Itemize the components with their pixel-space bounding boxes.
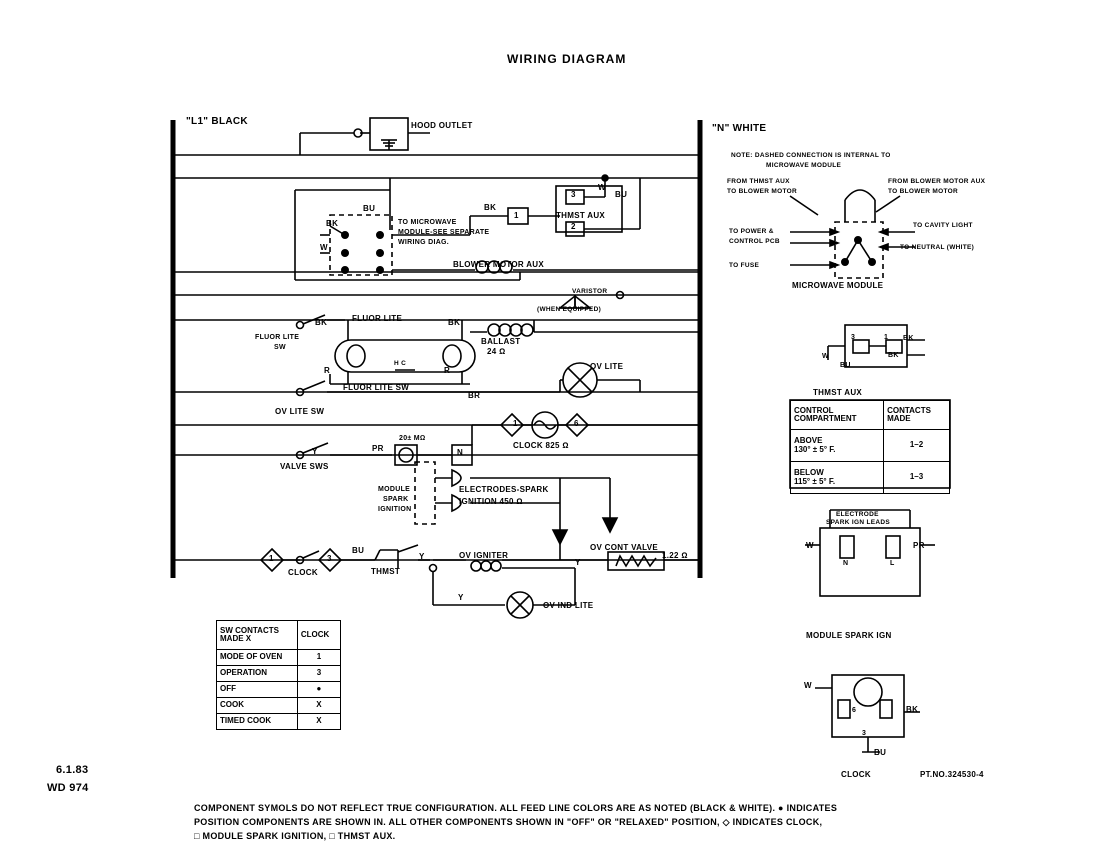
clock-box-bu: BU bbox=[874, 748, 887, 757]
ov-ind-lite-label: OV IND LITE bbox=[543, 601, 594, 610]
footer-date: 6.1.83 bbox=[56, 764, 89, 776]
wire-n-1: N bbox=[457, 448, 464, 457]
sw-r1c0: OPERATION bbox=[217, 666, 298, 682]
box-1-label: 1 bbox=[514, 211, 519, 220]
thmst-r1c0: BELOW 115° ± 5° F. bbox=[791, 462, 884, 494]
to-power-2: CONTROL PCB bbox=[729, 238, 780, 245]
clock-pin-3: 3 bbox=[862, 730, 867, 737]
sw-th-0: SW CONTACTS MADE X bbox=[217, 621, 298, 650]
clock-pin-6: 6 bbox=[852, 707, 857, 714]
sw-r3c0: COOK bbox=[217, 698, 298, 714]
sw-r4c0: TIMED COOK bbox=[217, 714, 298, 730]
thmst-r0c1: 1–2 bbox=[884, 430, 950, 462]
wire-bu-2: BU bbox=[615, 190, 628, 199]
module-spark-ign-label: MODULE SPARK IGN bbox=[806, 631, 892, 640]
clock-box-bk: BK bbox=[906, 705, 919, 714]
thmst-th-0: CONTROL COMPARTMENT bbox=[791, 401, 884, 430]
module-n: N bbox=[843, 560, 849, 567]
module-pr: PR bbox=[913, 541, 925, 550]
wire-r-1: R bbox=[324, 366, 331, 375]
wire-y-4: Y bbox=[458, 593, 464, 602]
to-microwave-line3: WIRING DIAG. bbox=[398, 239, 450, 246]
microwave-module-label: MICROWAVE MODULE bbox=[792, 281, 884, 290]
to-microwave-line1: TO MICROWAVE bbox=[398, 219, 457, 226]
clock-bottom-label: CLOCK bbox=[288, 568, 318, 577]
wire-y-3: Y bbox=[575, 558, 581, 567]
to-fuse: TO FUSE bbox=[729, 262, 760, 269]
ballast-value: 24 Ω bbox=[487, 347, 506, 356]
sw-r4c1: X bbox=[297, 714, 340, 730]
thmst-aux-box-label: THMST AUX bbox=[813, 388, 863, 397]
sw-r0c1: 1 bbox=[297, 650, 340, 666]
thmst-w: W bbox=[822, 353, 829, 360]
from-thmst-aux-2: TO BLOWER MOTOR bbox=[727, 188, 797, 195]
clock-diamond-1: 1 bbox=[513, 419, 518, 428]
wire-w-2: W bbox=[598, 183, 606, 192]
electrodes-spark-label: ELECTRODES-SPARK bbox=[459, 485, 549, 494]
hc-label: H C bbox=[394, 360, 407, 367]
footer-doc: WD 974 bbox=[47, 782, 89, 794]
thmst-r1c1: 1–3 bbox=[884, 462, 950, 494]
valve-resistance-label: 1.22 Ω bbox=[662, 551, 688, 560]
clock-825-label: CLOCK 825 Ω bbox=[513, 441, 569, 450]
clock-diamond-6: 6 bbox=[574, 419, 579, 428]
ov-igniter-label: OV IGNITER bbox=[459, 551, 509, 560]
rail-right-label: "N" WHITE bbox=[712, 123, 767, 134]
clock-box-w: W bbox=[804, 681, 812, 690]
thmst-th-1: CONTACTS MADE bbox=[884, 401, 950, 430]
clock-diamond-1b: 1 bbox=[269, 554, 274, 563]
wire-y-1: Y bbox=[312, 447, 318, 456]
part-number: PT.NO.324530-4 bbox=[920, 770, 984, 779]
sw-r2c0: OFF bbox=[217, 682, 298, 698]
clock-diamond-3: 3 bbox=[327, 554, 332, 563]
sw-r1c1: 3 bbox=[297, 666, 340, 682]
thmst-bk2: BK bbox=[888, 352, 899, 359]
mw-note-line1: NOTE: DASHED CONNECTION IS INTERNAL TO bbox=[731, 152, 891, 159]
wire-bk-3: BK bbox=[315, 318, 328, 327]
hood-outlet-label: HOOD OUTLET bbox=[411, 121, 473, 130]
wire-w-1: W bbox=[320, 243, 328, 252]
br-wire-label: BR bbox=[468, 391, 481, 400]
module-spark-line2: SPARK bbox=[383, 496, 409, 503]
wire-r-2: R bbox=[444, 366, 451, 375]
wire-bu-1: BU bbox=[363, 204, 376, 213]
sw-r3c1: X bbox=[297, 698, 340, 714]
module-spark-line1: MODULE bbox=[378, 486, 411, 493]
thmst-bu: BU bbox=[840, 362, 851, 369]
module-w: W bbox=[806, 541, 814, 550]
rail-left-label: "L1" BLACK bbox=[186, 116, 248, 127]
footer-note-2: POSITION COMPONENTS ARE SHOWN IN. ALL OTHER COMPONENTS SHOWN IN "OFF" OR "RELAXED" POSITION, ◇ INDICATES CLOCK, bbox=[194, 817, 823, 827]
to-power-1: TO POWER & bbox=[729, 228, 774, 235]
from-blower-2: TO BLOWER MOTOR bbox=[888, 188, 958, 195]
footer-note-1: COMPONENT SYMOLS DO NOT REFLECT TRUE CONFIGURATION. ALL FEED LINE COLORS ARE AS NOTED (BLACK & WHITE). ● INDICATES bbox=[194, 803, 838, 813]
sw-r0c0: MODE OF OVEN bbox=[217, 650, 298, 666]
electrode-leads-2: SPARK IGN LEADS bbox=[826, 519, 890, 526]
electrode-leads-1: ELECTRODE bbox=[836, 511, 879, 518]
ov-cont-valve-label: OV CONT VALVE bbox=[590, 543, 659, 552]
when-equipped-label: (WHEN EQUIPPED) bbox=[537, 306, 602, 313]
module-spark-line3: IGNITION bbox=[378, 506, 412, 513]
wire-bk-2: BK bbox=[484, 203, 497, 212]
thmst-pin-1: 1 bbox=[884, 334, 889, 341]
thmst-pin-3: 3 bbox=[851, 334, 856, 341]
fluor-lite-sw-bottom-label: FLUOR LITE SW bbox=[343, 383, 410, 392]
thmst-bk1: BK bbox=[903, 335, 914, 342]
fluor-lite-sw-label: FLUOR LITE bbox=[255, 334, 300, 341]
from-thmst-aux-1: FROM THMST AUX bbox=[727, 178, 790, 185]
module-l: L bbox=[890, 560, 895, 567]
wire-y-2: Y bbox=[419, 552, 425, 561]
wire-bk-1: BK bbox=[326, 219, 339, 228]
ballast-label: BALLAST bbox=[481, 337, 521, 346]
thmst-aux-label: THMST AUX bbox=[556, 211, 606, 220]
valve-sws-label: VALVE SWS bbox=[280, 462, 329, 471]
sw-r2c1: ● bbox=[297, 682, 340, 698]
footer-note-3: □ MODULE SPARK IGNITION, □ THMST AUX. bbox=[194, 831, 396, 841]
varistor-label: VARISTOR bbox=[572, 288, 608, 295]
thmst-bottom-label: THMST bbox=[371, 567, 401, 576]
to-cavity-light: TO CAVITY LIGHT bbox=[913, 222, 973, 229]
to-microwave-line2: MODULE-SEE SEPARATE bbox=[398, 229, 490, 236]
wire-bu-3: BU bbox=[352, 546, 365, 555]
mw-note-line2: MICROWAVE MODULE bbox=[766, 162, 842, 169]
wire-pr-1: PR bbox=[372, 444, 384, 453]
sw-contacts-table bbox=[216, 620, 341, 730]
clock-box-label: CLOCK bbox=[841, 770, 871, 779]
fluor-lite-sw-label2: SW bbox=[274, 344, 286, 351]
from-blower-1: FROM BLOWER MOTOR AUX bbox=[888, 178, 986, 185]
thmst-box-2: 2 bbox=[571, 222, 576, 231]
page-title: WIRING DIAGRAM bbox=[507, 52, 627, 66]
ignition-450-label: IGNITION 450 Ω bbox=[459, 497, 523, 506]
wire-bk-4: BK bbox=[448, 318, 461, 327]
thmst-aux-table bbox=[790, 400, 950, 494]
sw-th-1: CLOCK bbox=[297, 621, 340, 650]
thmst-r0c0: ABOVE 130° ± 5° F. bbox=[791, 430, 884, 462]
ov-lite-sw-label: OV LITE SW bbox=[275, 407, 325, 416]
blower-motor-aux-label: BLOWER MOTOR AUX bbox=[453, 260, 545, 269]
thmst-box-3: 3 bbox=[571, 190, 576, 199]
to-neutral: TO NEUTRAL (WHITE) bbox=[900, 244, 975, 251]
ov-lite-label: OV LITE bbox=[590, 362, 624, 371]
fluor-lite-label: FLUOR LITE bbox=[352, 314, 403, 323]
resistance-20m-label: 20± MΩ bbox=[399, 435, 426, 442]
